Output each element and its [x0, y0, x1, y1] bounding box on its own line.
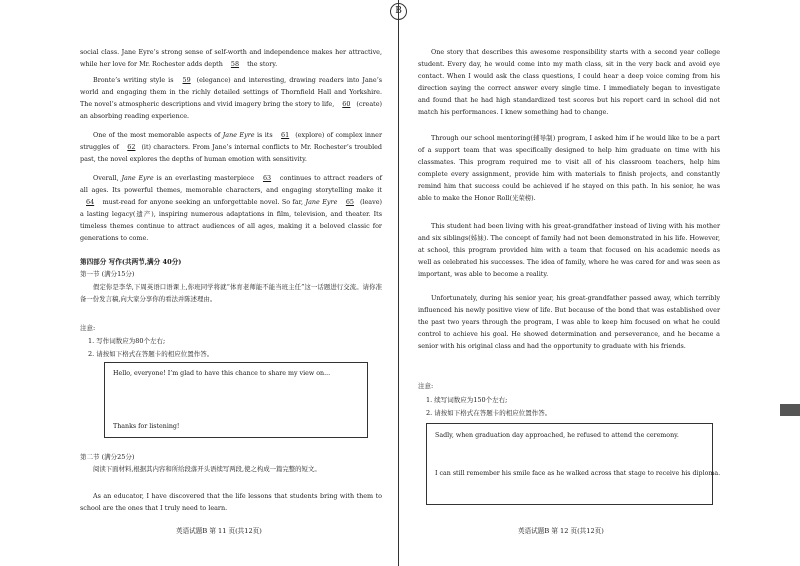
blank-58[interactable]: 58: [230, 60, 240, 68]
blank-64[interactable]: 64: [86, 198, 95, 206]
part4-heading: 第四部分 写作(共两节,满分 40分): [80, 258, 182, 266]
story-paragraph: This student had been living with his great-grandfather instead of living with his mother and six siblings(姊妹). The concept of family had not been demonstrated in his life. However, at school, this program provided him with a team that focused on his academic needs as well as celebrated his successes. The idea of family, where he was cared for and was seen as important, was able to become a reality.: [418, 222, 720, 278]
note-word-count: 1. 续写词数应为150个左右;: [426, 396, 508, 404]
note-format: 2. 请按如下格式在答题卡的相应位置作答。: [88, 350, 214, 358]
blank-59[interactable]: 59: [182, 76, 191, 84]
section1-heading: 第一节 (满分15分): [80, 270, 135, 278]
passage-paragraph: One of the most memorable aspects of Jane Eyre is its 61 (explore) of complex inner struggles of 62 (it) characters. From Jane’s internal conflicts to Mr. Rochester’s troubled past, the novel explores the depths of human emotion with sensitivity.: [80, 131, 382, 163]
note-format: 2. 请按如下格式在答题卡的相应位置作答。: [426, 409, 552, 417]
passage-paragraph: Overall, Jane Eyre is an everlasting masterpiece 63 continues to attract readers of all ages. Its powerful themes, memorable characters, and engaging storytelling make it 64 must-read for anyone seeking an unforgettable novel. So far, Jane Eyre 65 (leave) a lasting legacy(遗产), inspiring numerous adaptations in film, television, and theater. Its timeless themes continue to attract audiences of all ages, making it a beloved classic for generations to come.: [80, 174, 383, 242]
notes-label: 注意:: [418, 382, 434, 390]
blank-60[interactable]: 60: [342, 100, 351, 108]
box-opening-line: Hello, everyone! I’m glad to have this chance to share my view on...: [113, 370, 331, 377]
note-word-count: 1. 写作词数应为80个左右;: [88, 337, 166, 345]
page-footer-11: 英语试题B 第 11 页(共12页): [176, 527, 262, 535]
page-edge-tab: [780, 404, 800, 416]
passage-paragraph: social class. Jane Eyre’s strong sense of self-worth and independence makes her attractive, while her love for Mr. Rochester adds depth 58 the story.: [80, 48, 382, 68]
story-paragraph: Through our school mentoring(辅导制) program, I asked him if he would like to be a part of a support team that was specifically designed to help him graduate on time with his classmates. This program required me to visit all of his classroom teachers, help him complete every assignment, provide him with materials to finish projects, and constantly remind him that success could be achieved if he stayed on this path. In his senior, he was able to make the Honor Roll(光荣榜).: [418, 134, 720, 202]
column-divider: [398, 0, 399, 566]
exam-version-badge: B: [390, 3, 407, 20]
section1-prompt: 假定你是李华,下周英语口语课上,你班同学将就“体育老师能不能当班主任”这一话题进行交流。请你准备一份发言稿,向大家分享你的看法并陈述理由。: [80, 283, 382, 303]
story-paragraph: As an educator, I have discovered that the life lessons that students bring with them to school are the ones that I truly need to learn.: [80, 492, 382, 512]
continuation-answer-box[interactable]: [426, 423, 721, 505]
blank-63[interactable]: 63: [262, 174, 272, 182]
box-closing-line: Thanks for listening!: [113, 423, 180, 430]
page-footer-12: 英语试题B 第 12 页(共12页): [518, 527, 604, 535]
story-paragraph: One story that describes this awesome responsibility starts with a second year college student. Every day, he would come into my math class, sit in the very back and avoid eye contact. When I would ask the class questions, I could hear a deep voice coming from his direction saying the correct answer every single time. I immediately began to investigate and found that he had high standardized test scores but his report card in school did not match his performances. I knew something had to change.: [418, 48, 720, 116]
section2-prompt: 阅读下面材料,根据其内容和所给段落开头语续写两段,使之构成一篇完整的短文。: [93, 465, 321, 473]
blank-65[interactable]: 65: [345, 198, 354, 206]
blank-62[interactable]: 62: [127, 143, 136, 151]
notes-label: 注意:: [80, 324, 96, 332]
box-paragraph2-opening: I can still remember his smile face as he walked across that stage to receive his diploma.: [435, 470, 721, 477]
passage-paragraph: Bronte’s writing style is 59 (elegance) and interesting, drawing readers into Jane’s world and engaging them in the richly detailed settings of Thornfield Hall and Yorkshire. The novel’s atmospheric descriptions and vivid imagery bring the story to life, 60 (create) an absorbing reading experience.: [80, 76, 383, 120]
writing-answer-box[interactable]: [104, 362, 368, 438]
box-paragraph1-opening: Sadly, when graduation day approached, he refused to attend the ceremony.: [435, 432, 679, 439]
blank-61[interactable]: 61: [281, 131, 290, 139]
story-paragraph: Unfortunately, during his senior year, his great-grandfather passed away, which terribly influenced his newly positive view of life. But because of the bond that was established over the past two years through the program, I was able to keep him focused on what he could control to achieve his goal. He showed determination and perseverance, and he became a senior with his original class and had the opportunity to graduate with his friends.: [418, 294, 720, 350]
section2-heading: 第二节 (满分25分): [80, 453, 135, 461]
